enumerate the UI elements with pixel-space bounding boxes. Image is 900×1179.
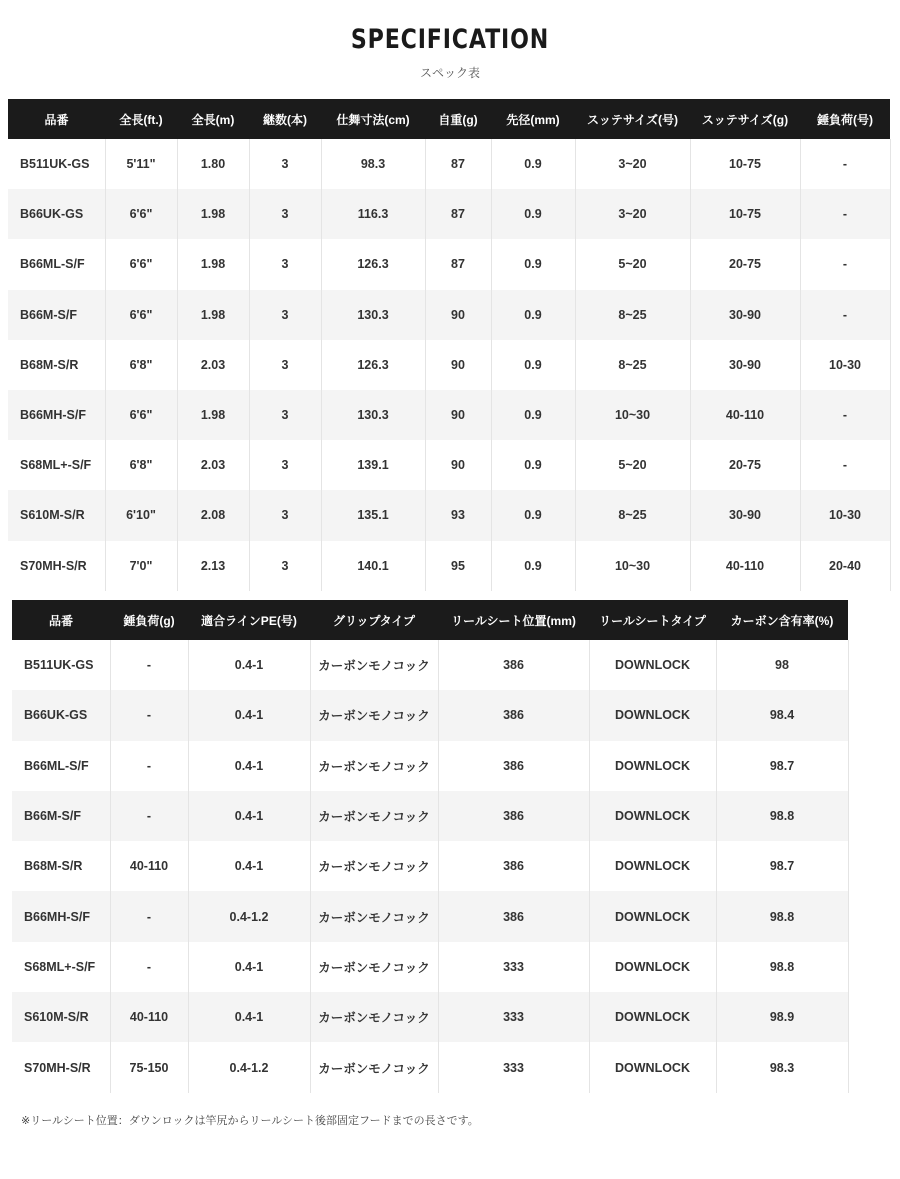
- column-header: リールシートタイプ: [589, 600, 716, 640]
- table-row: [12, 690, 848, 740]
- table-cell: 3: [249, 340, 321, 390]
- table-cell: 130.3: [321, 290, 425, 340]
- table-cell: 6'6": [105, 390, 177, 440]
- table-cell: 95: [425, 541, 491, 591]
- table-cell: 3~20: [575, 139, 690, 189]
- table-cell: 0.4-1: [188, 942, 310, 992]
- table-cell: B511UK-GS: [8, 139, 105, 189]
- table-cell: 6'6": [105, 189, 177, 239]
- table-cell: 87: [425, 239, 491, 289]
- table-cell: 8~25: [575, 290, 690, 340]
- table-cell: -: [110, 640, 188, 690]
- table-cell: 140.1: [321, 541, 425, 591]
- table-cell: 0.9: [491, 490, 575, 540]
- table-row: [8, 189, 890, 239]
- table-cell: 98.7: [716, 741, 848, 791]
- table-cell: B66M-S/F: [8, 290, 105, 340]
- table-cell: -: [110, 891, 188, 941]
- table-row: [8, 340, 890, 390]
- table-cell: 90: [425, 440, 491, 490]
- table-cell: 98.4: [716, 690, 848, 740]
- table-cell: 30-90: [690, 340, 800, 390]
- table-cell: 386: [438, 640, 589, 690]
- table-cell: カーボンモノコック: [310, 791, 438, 841]
- table-cell: B511UK-GS: [12, 640, 110, 690]
- table-cell: 6'6": [105, 239, 177, 289]
- table-cell: B66UK-GS: [12, 690, 110, 740]
- table-cell: 3: [249, 139, 321, 189]
- table-cell: 1.98: [177, 189, 249, 239]
- table-cell: -: [800, 189, 890, 239]
- column-header: 継数(本): [249, 99, 321, 139]
- table-cell: DOWNLOCK: [589, 791, 716, 841]
- table-cell: 2.03: [177, 440, 249, 490]
- table-cell: 0.4-1: [188, 992, 310, 1042]
- column-header: 錘負荷(g): [110, 600, 188, 640]
- table-cell: 3: [249, 290, 321, 340]
- table-row: [8, 290, 890, 340]
- table-row: [12, 1042, 848, 1092]
- table-cell: B66UK-GS: [8, 189, 105, 239]
- table-cell: 0.4-1.2: [188, 1042, 310, 1092]
- table-header-row: [12, 600, 848, 640]
- table-cell: 98.8: [716, 891, 848, 941]
- table-cell: 90: [425, 290, 491, 340]
- table-cell: カーボンモノコック: [310, 992, 438, 1042]
- table-cell: カーボンモノコック: [310, 891, 438, 941]
- table-cell: 30-90: [690, 490, 800, 540]
- table-cell: 3: [249, 490, 321, 540]
- table-cell: カーボンモノコック: [310, 1042, 438, 1092]
- table-row: [12, 992, 848, 1042]
- table-cell: 20-75: [690, 239, 800, 289]
- table-row: [8, 440, 890, 490]
- table-cell: B68M-S/R: [12, 841, 110, 891]
- table-cell: 0.4-1: [188, 841, 310, 891]
- column-header: 全長(ft.): [105, 99, 177, 139]
- table-cell: 1.98: [177, 239, 249, 289]
- column-header: カーボン含有率(%): [716, 600, 848, 640]
- column-header: リールシート位置(mm): [438, 600, 589, 640]
- table-cell: 98.8: [716, 942, 848, 992]
- column-header: 錘負荷(号): [800, 99, 890, 139]
- table-cell: 130.3: [321, 390, 425, 440]
- table-cell: 6'10": [105, 490, 177, 540]
- table-cell: -: [110, 741, 188, 791]
- column-header: 先径(mm): [491, 99, 575, 139]
- table-cell: 5~20: [575, 239, 690, 289]
- table-cell: 1.80: [177, 139, 249, 189]
- table-cell: -: [800, 440, 890, 490]
- table-row: [12, 841, 848, 891]
- table-cell: S68ML+-S/F: [12, 942, 110, 992]
- table-cell: 7'0": [105, 541, 177, 591]
- table-cell: 87: [425, 139, 491, 189]
- table-cell: 3: [249, 440, 321, 490]
- table-cell: 87: [425, 189, 491, 239]
- table-cell: カーボンモノコック: [310, 690, 438, 740]
- table-row: [12, 891, 848, 941]
- table-cell: 40-110: [690, 390, 800, 440]
- table-cell: DOWNLOCK: [589, 690, 716, 740]
- table-cell: 0.9: [491, 239, 575, 289]
- table-cell: 0.9: [491, 189, 575, 239]
- table-cell: S68ML+-S/F: [8, 440, 105, 490]
- table-row: [12, 791, 848, 841]
- table-cell: 0.9: [491, 290, 575, 340]
- footnote: ※リールシート位置：ダウンロックは竿尻からリールシート後部固定フードまでの長さです。: [21, 1115, 479, 1127]
- table-cell: 1.98: [177, 390, 249, 440]
- column-header: グリップタイプ: [310, 600, 438, 640]
- table-cell: 98.7: [716, 841, 848, 891]
- table-cell: 386: [438, 791, 589, 841]
- table-cell: 0.4-1.2: [188, 891, 310, 941]
- table-cell: 6'8": [105, 440, 177, 490]
- table-cell: 98.3: [716, 1042, 848, 1092]
- table-cell: 116.3: [321, 189, 425, 239]
- table-cell: 386: [438, 690, 589, 740]
- table-cell: 75-150: [110, 1042, 188, 1092]
- table-cell: 0.9: [491, 139, 575, 189]
- table-cell: 90: [425, 390, 491, 440]
- column-header: 自重(g): [425, 99, 491, 139]
- table-cell: 40-110: [690, 541, 800, 591]
- table-cell: 333: [438, 942, 589, 992]
- table-cell: 0.9: [491, 390, 575, 440]
- table-cell: 139.1: [321, 440, 425, 490]
- table-cell: 0.4-1: [188, 640, 310, 690]
- table-cell: -: [110, 791, 188, 841]
- table-cell: -: [800, 239, 890, 289]
- column-header: 適合ラインPE(号): [188, 600, 310, 640]
- table-cell: 6'6": [105, 290, 177, 340]
- page-title: SPECIFICATION: [350, 24, 550, 55]
- table-cell: 0.4-1: [188, 741, 310, 791]
- table-cell: B68M-S/R: [8, 340, 105, 390]
- table-cell: 3: [249, 189, 321, 239]
- table-cell: 5'11": [105, 139, 177, 189]
- table-cell: DOWNLOCK: [589, 640, 716, 690]
- table-cell: 10-75: [690, 189, 800, 239]
- table-cell: 98: [716, 640, 848, 690]
- table-cell: 90: [425, 340, 491, 390]
- table-row: [12, 741, 848, 791]
- table-cell: カーボンモノコック: [310, 640, 438, 690]
- column-header: 品番: [12, 600, 110, 640]
- table-cell: B66MH-S/F: [8, 390, 105, 440]
- table-cell: 386: [438, 741, 589, 791]
- table-cell: 126.3: [321, 239, 425, 289]
- table-cell: 0.4-1: [188, 791, 310, 841]
- table-cell: -: [800, 139, 890, 189]
- table-cell: 20-75: [690, 440, 800, 490]
- table-cell: 5~20: [575, 440, 690, 490]
- table-cell: 386: [438, 891, 589, 941]
- table-cell: 10~30: [575, 390, 690, 440]
- column-header: 全長(m): [177, 99, 249, 139]
- table-cell: 8~25: [575, 490, 690, 540]
- table-cell: カーボンモノコック: [310, 942, 438, 992]
- table-cell: 126.3: [321, 340, 425, 390]
- table-cell: 386: [438, 841, 589, 891]
- table-cell: 40-110: [110, 992, 188, 1042]
- table-cell: 30-90: [690, 290, 800, 340]
- spec-table-2: [12, 600, 849, 1093]
- table-cell: B66MH-S/F: [12, 891, 110, 941]
- table-cell: -: [800, 390, 890, 440]
- table-cell: 6'8": [105, 340, 177, 390]
- table-row: [12, 640, 848, 690]
- table-cell: -: [110, 690, 188, 740]
- table-cell: -: [110, 942, 188, 992]
- table-cell: DOWNLOCK: [589, 992, 716, 1042]
- table-cell: 0.9: [491, 440, 575, 490]
- table-cell: DOWNLOCK: [589, 841, 716, 891]
- table-row: [8, 541, 890, 591]
- table-cell: カーボンモノコック: [310, 841, 438, 891]
- table-cell: 2.03: [177, 340, 249, 390]
- table-cell: 3~20: [575, 189, 690, 239]
- table-cell: 10-30: [800, 490, 890, 540]
- column-header: スッテサイズ(g): [690, 99, 800, 139]
- table-cell: 135.1: [321, 490, 425, 540]
- table-row: [12, 942, 848, 992]
- table-cell: S70MH-S/R: [8, 541, 105, 591]
- page-subtitle: スペック表: [419, 66, 480, 80]
- table-cell: S610M-S/R: [8, 490, 105, 540]
- table-cell: 1.98: [177, 290, 249, 340]
- column-header: スッテサイズ(号): [575, 99, 690, 139]
- table-cell: 3: [249, 390, 321, 440]
- table-cell: S610M-S/R: [12, 992, 110, 1042]
- table-row: [8, 390, 890, 440]
- table-cell: B66ML-S/F: [8, 239, 105, 289]
- table-cell: 98.8: [716, 791, 848, 841]
- table-row: [8, 490, 890, 540]
- table-cell: B66ML-S/F: [12, 741, 110, 791]
- table-cell: DOWNLOCK: [589, 741, 716, 791]
- table-cell: 93: [425, 490, 491, 540]
- table-cell: 8~25: [575, 340, 690, 390]
- table-cell: -: [800, 290, 890, 340]
- table-cell: カーボンモノコック: [310, 741, 438, 791]
- table-cell: 10-75: [690, 139, 800, 189]
- table-cell: 10-30: [800, 340, 890, 390]
- spec-table-1: [8, 99, 891, 591]
- table-cell: DOWNLOCK: [589, 1042, 716, 1092]
- table-cell: 2.08: [177, 490, 249, 540]
- table-cell: 98.9: [716, 992, 848, 1042]
- table-cell: 40-110: [110, 841, 188, 891]
- table-cell: S70MH-S/R: [12, 1042, 110, 1092]
- table-cell: 333: [438, 992, 589, 1042]
- column-header: 仕舞寸法(cm): [321, 99, 425, 139]
- table-cell: 0.4-1: [188, 690, 310, 740]
- column-header: 品番: [8, 99, 105, 139]
- table-cell: DOWNLOCK: [589, 942, 716, 992]
- table-cell: 3: [249, 541, 321, 591]
- table-cell: 0.9: [491, 340, 575, 390]
- table-cell: 0.9: [491, 541, 575, 591]
- table-cell: 2.13: [177, 541, 249, 591]
- table-cell: 98.3: [321, 139, 425, 189]
- table-cell: 20-40: [800, 541, 890, 591]
- table-cell: 333: [438, 1042, 589, 1092]
- table-row: [8, 139, 890, 189]
- table-cell: 10~30: [575, 541, 690, 591]
- table-header-row: [8, 99, 890, 139]
- table-cell: 3: [249, 239, 321, 289]
- table-cell: DOWNLOCK: [589, 891, 716, 941]
- table-cell: B66M-S/F: [12, 791, 110, 841]
- table-row: [8, 239, 890, 289]
